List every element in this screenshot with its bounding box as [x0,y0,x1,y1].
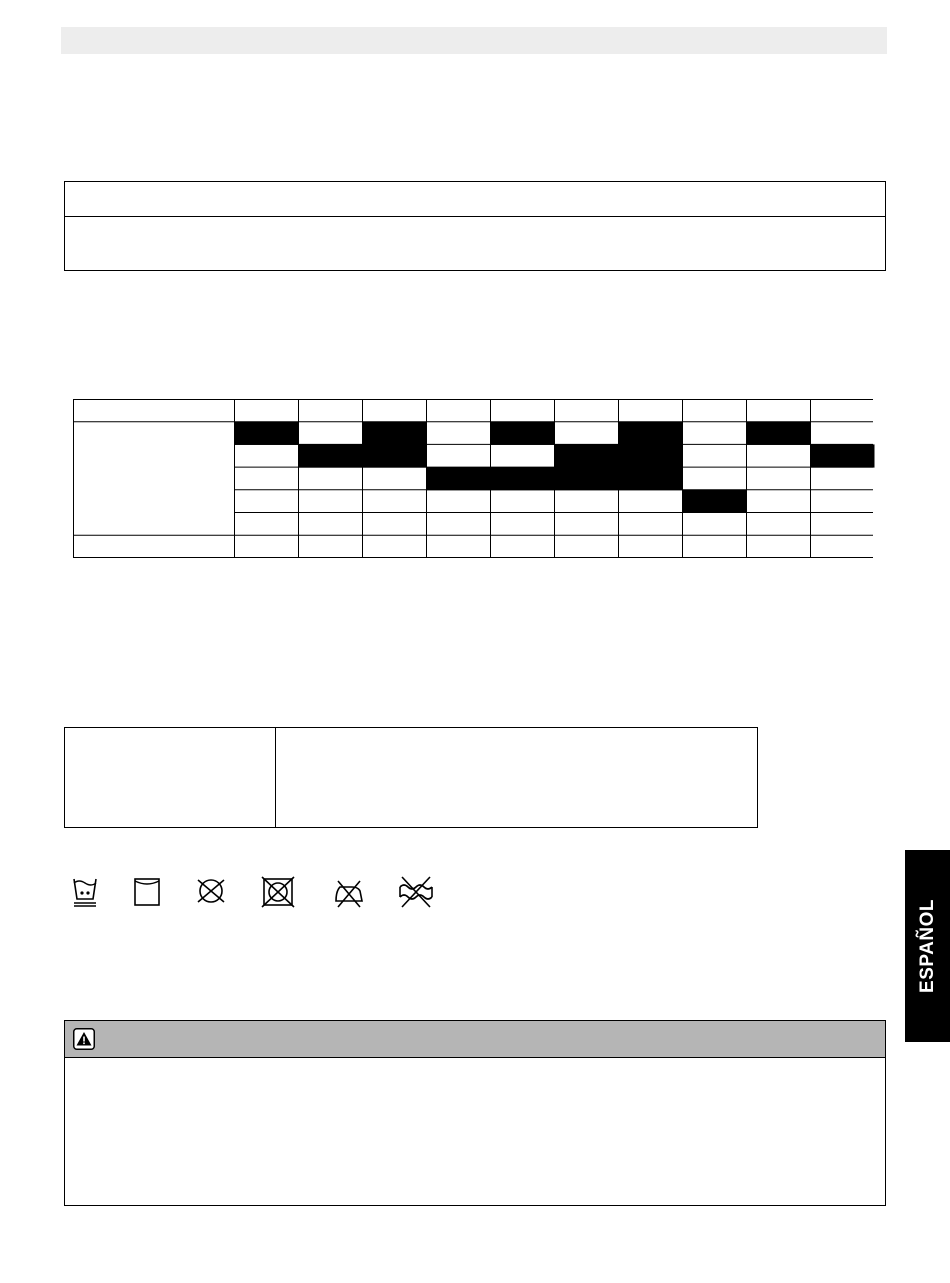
grid-filled-cell [234,422,299,445]
bit-pattern-grid [73,399,876,558]
tumble-dry-icon [132,873,162,909]
top-info-box [64,181,886,271]
do-not-tumble-dry-icon [194,873,228,909]
grid-filled-cell [810,444,875,467]
do-not-wring-icon [396,873,436,909]
grid-filled-cell [618,467,683,490]
grid-filled-cell [362,444,427,467]
grid-filled-cell [362,422,427,445]
do-not-dry-in-machine-icon [260,873,296,909]
care-symbols [70,873,450,913]
info-table-box [64,727,758,828]
grid-filled-cell [618,444,683,467]
warning-box [64,1020,886,1206]
language-tab [905,850,950,1042]
header-band [61,27,887,54]
warning-header-bar [65,1021,885,1058]
grid-filled-cell [746,422,811,445]
grid-filled-cell [490,422,555,445]
grid-filled-cell [682,490,747,513]
grid-filled-cell [490,467,555,490]
grid-filled-cell [426,467,491,490]
bit-pattern-table [73,399,876,558]
do-not-iron-icon [332,873,366,909]
grid-filled-cell [554,444,619,467]
grid-filled-cell [618,422,683,445]
language-tab-label: ESPAÑOL [916,899,938,993]
warning-triangle-icon [73,1028,95,1050]
grid-filled-cell [298,444,363,467]
hand-wash-icon [70,873,100,909]
info-box-divider [275,728,276,827]
grid-filled-cell [554,467,619,490]
top-box-divider [65,216,885,217]
